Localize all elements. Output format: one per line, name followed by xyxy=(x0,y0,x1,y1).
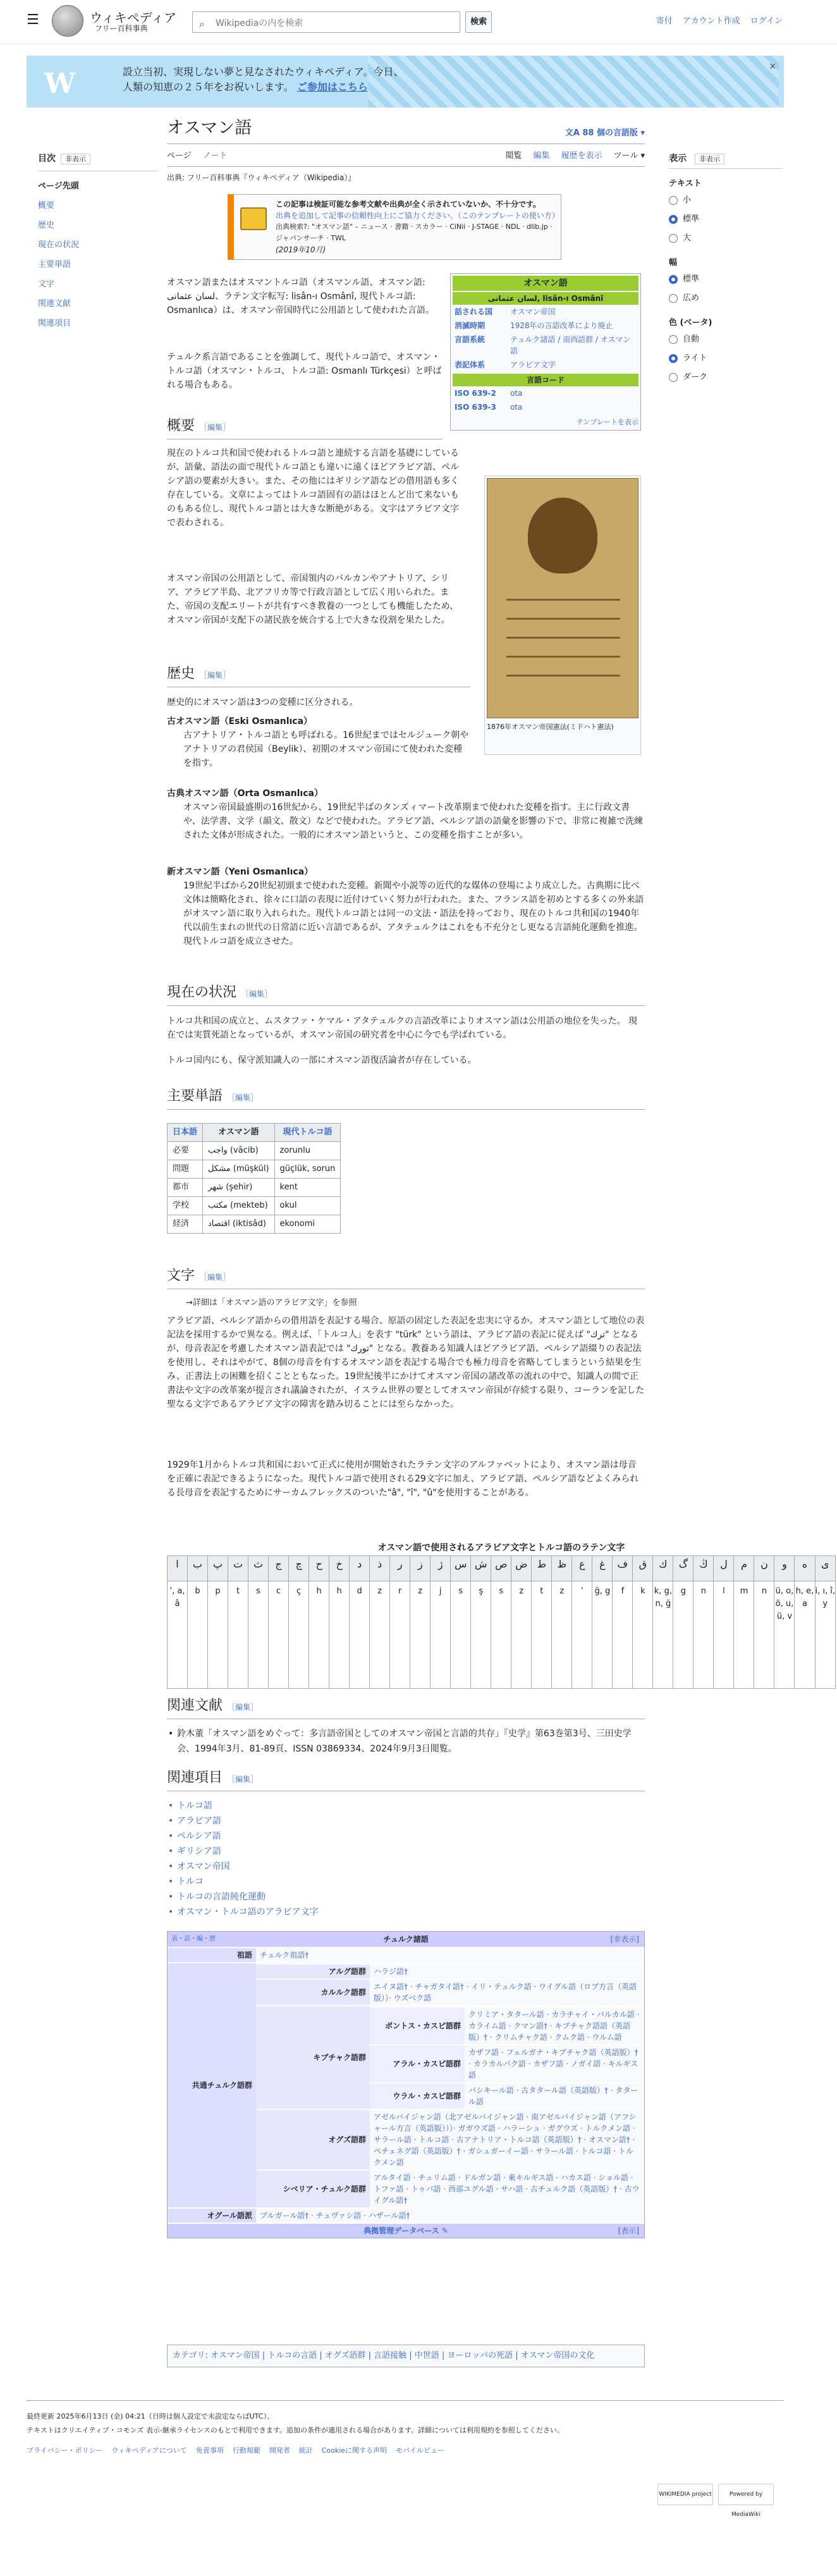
color-label: 色 (ベータ) xyxy=(669,317,712,328)
overview-paragraph-2: オスマン帝国の公用語として、帝国領内のバルカンやアナトリア、シリア、アラビア半島、北アフリカ等で行政言語として広く用いられた。また、帝国の支配エリートが共有すべき教養の一つとしても機能したため、オスマン帝国が支配下の諸民族を統合する上で大きな役割を果たした。 xyxy=(167,573,459,625)
arabic-letter-cell: ش xyxy=(471,1556,491,1581)
translate-icon: 文A xyxy=(565,128,583,138)
now-paragraph-1: トルコ共和国の成立と、ムスタファ・ケマル・アタテュルクの言語改革によりオスマン語は公用語の地位を失った。 現在では実質死語となっているが、オスマン帝国の研究者を中心に今でも学ばれている。 xyxy=(167,1016,638,1040)
width-wide[interactable]: 広め xyxy=(669,289,783,308)
infobox-title: オスマン語 xyxy=(453,276,638,291)
arabic-letter-cell: ڭ xyxy=(693,1556,714,1581)
banner-logo: W xyxy=(44,68,76,100)
edit-link[interactable]: ［編集］ xyxy=(228,1703,259,1712)
color-auto[interactable]: 自動 xyxy=(669,330,783,349)
navbox-vte-links[interactable]: 表・話・編・歴 xyxy=(171,1935,216,1942)
arabic-letter-cell: م xyxy=(734,1556,754,1581)
arabic-letter-cell: ط xyxy=(532,1556,552,1581)
intro-paragraph-1: オスマン語またはオスマントルコ語（オスマンル語、オスマン語: لسان عثمانى、ラテン文字転写: lisân-ı Osmânî, 現代トルコ語: Osmanlıca）は、オスマン帝国時代に公用語として使われた言語。 xyxy=(167,278,435,316)
authority-show-button[interactable]: [表示] xyxy=(618,2226,639,2235)
edit-link[interactable]: ［編集］ xyxy=(228,1093,259,1102)
latin-letter-cell: g xyxy=(673,1581,693,1689)
iso-639-3-label[interactable]: ISO 639-3 xyxy=(455,403,496,412)
top-header xyxy=(0,0,837,44)
latin-letter-cell: n xyxy=(754,1581,774,1689)
arabic-letter-cell: ه xyxy=(795,1556,815,1581)
latin-letter-cell: c xyxy=(269,1581,289,1689)
table-row: 経済 اقتصاد (iktisâd) ekonomi xyxy=(168,1215,341,1234)
latin-letter-cell: s xyxy=(451,1581,471,1689)
now-paragraph-2: トルコ国内にも、保守派知識人の一部にオスマン語復活論者が存在している。 xyxy=(167,1055,477,1065)
related-item-greek[interactable]: • ギリシア語 xyxy=(167,1844,645,1859)
arabic-letter-cell: ی xyxy=(815,1556,836,1581)
color-light[interactable]: ライト xyxy=(669,349,783,368)
close-icon[interactable]: × xyxy=(769,61,776,71)
overview-paragraph-1: 現在のトルコ共和国で使われるトルコ語と連続する言語を基礎にしているが、語彙、語法の面で現代トルコ語とも違いに遠くほどアラビア語、ペルシア語の要素が大きい。また、その他にはギリシア語などの借用語も多く存在している。文章によってはトルコ語固有の語はほとんど出て来ないものもある位し、現代トルコ語とは大きな断絶がある。文字はアラビア文字で表わされる。 xyxy=(167,448,459,528)
column-header: オスマン語 xyxy=(203,1124,275,1142)
ottoman-constitution-image[interactable] xyxy=(487,478,638,718)
latin-letter-cell: ' xyxy=(572,1581,592,1689)
navbox-subrow: カルルク語群 エイヌ語† · チャガタイ語† · イリ・テュルク語 · ウイグル語（ロプ方言（英語版））· ウズベク語 xyxy=(256,1978,644,2005)
latin-letter-cell: l xyxy=(714,1581,734,1689)
iso-639-3-value[interactable]: ota xyxy=(510,403,523,412)
history-intro: 歴史的にオスマン語は3つの変種に区分される。 xyxy=(167,697,358,708)
latin-letter-cell: r xyxy=(390,1581,410,1689)
arabic-letter-cell: ق xyxy=(633,1556,653,1581)
personal-tools xyxy=(656,15,783,28)
image-caption: 1876年オスマン帝国憲法(ミドハト憲法) xyxy=(487,723,614,731)
footer-link-mobile[interactable]: モバイルビュー xyxy=(396,2446,445,2455)
book-icon xyxy=(240,207,267,230)
history-variant-old: 古オスマン語（Eski Osmanlıca） 古アナトリア・トルコ語とも呼ばれる。16世紀まではセルジューク朝やアナトリアの君侯国（Beylik）、初期のオスマン帝国にて使われた変種を指す。 xyxy=(167,716,469,768)
width-standard[interactable]: 標準 xyxy=(669,270,783,289)
constitution-image-thumb xyxy=(484,475,641,755)
mediawiki-badge[interactable]: Powered by MediaWiki xyxy=(718,2484,774,2505)
section-heading-references: 関連文献 ［編集］ xyxy=(167,1697,645,1719)
main-article-hatnote[interactable]: →詳細は「オスマン語のアラビア文字」を参照 xyxy=(186,1298,357,1308)
footer-link-disclaimer[interactable]: 免責事項 xyxy=(195,2446,224,2455)
turkic-languages-navbox xyxy=(167,1931,645,2238)
page-footer xyxy=(27,2400,784,2458)
column-header: 現代トルコ語 xyxy=(274,1124,341,1142)
infobox-row: 言語系統 テュルク諸語 / 南西語群 / オスマン語 xyxy=(455,335,631,355)
footer-link-stats[interactable]: 統計 xyxy=(298,2446,313,2455)
arabic-letter-cell: ذ xyxy=(370,1556,390,1581)
article-source: 出典: フリー百科事典『ウィキペディア（Wikipedia）』 xyxy=(167,173,356,182)
arabic-letter-cell: ث xyxy=(248,1556,269,1581)
login-link[interactable]: ログイン xyxy=(750,16,783,26)
latin-letter-cell: k, g, n, ğ xyxy=(653,1581,673,1689)
article-header xyxy=(167,118,645,260)
navbox-hide-button[interactable]: [非表示] xyxy=(610,1935,639,1944)
intro-paragraph-2: テュルク系言語であることを強調して、現代トルコ語で、オスマン・トルコ語（オスマン・トルコ、トルコ語: Osmanlı Türkçesi）と呼ばれる場合もある。 xyxy=(167,352,442,390)
section-heading-words: 主要単語 ［編集］ xyxy=(167,1088,645,1110)
language-codes-table xyxy=(453,386,638,414)
related-item-turkish[interactable]: • トルコ語 xyxy=(167,1798,645,1813)
navbox-row: 共通チュルク語群 アルグ語群 ハラジ語† カルルク語群 エイヌ語† · チャガタイ語† · イリ・テュルク語 · ウイグル語（ロプ方言（英語版））· ウズベク語 キプチャク語群 ポントス・カスピ語群 クリミア・タタール語 · カラチャイ・バルカル語 · カライム語 · クマン語† · キプチャク語語（英語版）† · クリムチャク語 · クムク語 · ウルム語 アラル・カスピ語群 カザフ語 · フェルガナ・キプチャク語（英語版）† · カラカルパク語 · カザフ語 · ノガイ語 · キルギス語 ウラル・カスピ語群 バシキール語 · 古タタール語（英語版）† · タタール語 オグズ語群 アゼルバイジャン語（北アゼルバイジャン語 · 南アゼルバイジャン語（アフシャール方言（英語版）））· ガガウズ語 · ハラーシュ · ガグウズ · トルクメン語 · サラール語 · トルコ語 · 古アナトリア・トルコ語（英語版）† · オスマン語† · ペチェネグ語（英語版）† · ガシュガーイー語 · サラール語 · トルコ語 · トルクメン語 シベリア・チュルク語群 アルタイ語 · チュリム語 · ドルガン語 · 東キルギス語 · ハカス語 · ショル語 · トファ語 · トゥバ語 · 西部ユグル語 · サハ語 · 古チュルク語（英語版）† · 古ウイグル語† xyxy=(168,1962,644,2207)
toc-item-history[interactable]: 歴史 xyxy=(38,221,55,231)
text-size-large[interactable]: 大 xyxy=(669,229,783,248)
fundraising-banner xyxy=(27,56,784,107)
arabic-letter-cell: ت xyxy=(228,1556,248,1581)
edit-link[interactable]: ［編集］ xyxy=(241,990,272,998)
license-text: テキストはクリエイティブ・コモンズ 表示-継承ライセンスのもとで利用できます。追加の条件が適用される場合があります。詳細については利用規約を参照してください。 xyxy=(27,2426,564,2434)
language-menu-button[interactable]: 文A 88 個の言語版 ▾ xyxy=(565,128,645,138)
toc-title: 目次 xyxy=(38,154,56,164)
arabic-letter-cell: د xyxy=(350,1556,370,1581)
navbox-subrow: オグズ語群 アゼルバイジャン語（北アゼルバイジャン語 · 南アゼルバイジャン語（アフシャール方言（英語版）））· ガガウズ語 · ハラーシュ · ガグウズ · トルクメン語 · サラール語 · トルコ語 · 古アナトリア・トルコ語（英語版）† · オスマン語† · ペチェネグ語（英語版）† · ガシュガーイー語 · サラール語 · トルコ語 · トルクメン語 xyxy=(256,2109,644,2169)
section-heading-overview: 概要 ［編集］ xyxy=(167,417,443,439)
related-item-persian[interactable]: • ペルシア語 xyxy=(167,1829,645,1844)
arabic-letter-cell: ب xyxy=(188,1556,208,1581)
width-label: 幅 xyxy=(669,258,678,268)
toc-item-related[interactable]: 関連項目 xyxy=(38,319,71,329)
arabic-letter-cell: ع xyxy=(572,1556,592,1581)
latin-letter-cell: h xyxy=(309,1581,329,1689)
appearance-title: 表示 xyxy=(669,154,687,164)
text-size-label: テキスト xyxy=(669,179,702,189)
latin-letter-cell: ü, o, ö, u, ü, v xyxy=(774,1581,795,1689)
edit-link[interactable]: ［編集］ xyxy=(200,423,231,432)
latin-letter-cell: s xyxy=(248,1581,269,1689)
column-header: 日本語 xyxy=(168,1124,203,1142)
arabic-letter-cell: خ xyxy=(329,1556,350,1581)
script-paragraph-2: 1929年1月からトルコ共和国において正式に使用が開始されたラテン文字のアルファベットにより、オスマン語は母音を正確に表記できるようになった。現代トルコ語で使用される29文字に加え、アラビア語、ペルシア語などよくみられる長母音を表記するためにサーカムフレックスのついた"â", "î", "û"を使用することがある。 xyxy=(167,1460,639,1498)
infobox-table xyxy=(453,305,638,372)
latin-letter-cell: ', a, â xyxy=(168,1581,188,1689)
latin-letter-cell: z xyxy=(511,1581,532,1689)
latin-letter-cell: ğ, g xyxy=(592,1581,613,1689)
table-row: 問題 مشكل (müşkül) güçlük, sorun xyxy=(168,1160,341,1179)
section-heading-related: 関連項目 ［編集］ xyxy=(167,1769,645,1791)
notice-line1: この記事は検証可能な参考文献や出典が全く示されていないか、不十分です。 xyxy=(276,200,541,209)
arabic-letter-row xyxy=(168,1556,836,1581)
wikimedia-badge[interactable]: WIKIMEDIA project xyxy=(657,2484,713,2505)
notice-line2[interactable]: 出典を追加して記事の信頼性向上にご協力ください。（このテンプレートの使い方） xyxy=(276,211,559,221)
edit-link[interactable]: ［編集］ xyxy=(200,1273,231,1282)
edit-link[interactable]: ［編集］ xyxy=(228,1775,259,1784)
tab-history[interactable]: 履歴を表示 xyxy=(561,151,602,161)
arabic-letter-cell: ص xyxy=(491,1556,511,1581)
latin-letter-cell: ş xyxy=(471,1581,491,1689)
latin-letter-cell: z xyxy=(370,1581,390,1689)
latin-letter-cell: z xyxy=(410,1581,431,1689)
latin-letter-cell: p xyxy=(208,1581,228,1689)
latin-letter-cell: d xyxy=(350,1581,370,1689)
arabic-letter-cell: گ xyxy=(673,1556,693,1581)
appearance-hide-button[interactable]: 非表示 xyxy=(695,154,724,164)
search-placeholder: Wikipediaの内を検索 xyxy=(216,18,303,28)
words-table xyxy=(167,1123,341,1234)
create-account-link[interactable]: アカウント作成 xyxy=(682,16,740,26)
related-item-ottoman-empire[interactable]: • オスマン帝国 xyxy=(167,1859,645,1874)
arabic-letter-cell: غ xyxy=(592,1556,613,1581)
table-row: 学校 مكتب (mekteb) okul xyxy=(168,1197,341,1215)
toc-item-overview[interactable]: 概要 xyxy=(38,201,55,211)
alphabet-caption: オスマン語で使用されるアラビア文字とトルコ語のラテン文字 xyxy=(377,1543,625,1553)
arabic-letter-cell: س xyxy=(451,1556,471,1581)
list-item: • 鈴木董「オスマン語をめぐって：多言語帝国としてのオスマン帝国と言語的共存」『史学』第63巻第3号、三田史学会、1994年3月、81-89頁、ISSN 03869334、2024年9月3日閲覧。 xyxy=(167,1726,645,1757)
authority-control: 典拠管理データベース ✎ [表示] xyxy=(168,2224,644,2238)
history-variant-classical: 古典オスマン語（Orta Osmanlıca） オスマン帝国最盛期の16世紀から、19世紀半ばのタンズィマート改革期まで使われた変種を指す。主に行政文書や、法学書、文学（韻文、散文）などで使われた。アラビア語、ペルシア語の語彙を影響の下で、非常に複雑で洗練された文体が形成された。一般的にオスマン語というと、この変種を指すことが多い。 xyxy=(167,788,644,840)
footer-link-developers[interactable]: 開発者 xyxy=(269,2446,290,2455)
last-modified: 最終更新 2025年6月13日 (金) 04:21（日時は個人設定で未設定ならばUTC）。 xyxy=(27,2412,274,2420)
appearance-panel xyxy=(669,152,783,387)
color-dark[interactable]: ダーク xyxy=(669,368,783,387)
table-row: 都市 شهر (şehir) kent xyxy=(168,1179,341,1197)
latin-letter-row xyxy=(168,1581,836,1689)
arabic-letter-cell: ف xyxy=(613,1556,633,1581)
arabic-letter-cell: ر xyxy=(390,1556,410,1581)
related-item-ottoman-script[interactable]: • オスマン・トルコ語のアラビア文字 xyxy=(167,1904,645,1920)
references-list xyxy=(167,1726,645,1757)
banner-link[interactable]: ご参加はこちら xyxy=(296,81,368,93)
footer-link-about[interactable]: ウィキペディアについて xyxy=(111,2446,187,2455)
footer-link-cookie[interactable]: Cookieに関する声明 xyxy=(321,2446,388,2455)
navbox-title: 表・話・編・歴 チュルク諸語 [非表示] xyxy=(168,1932,644,1947)
toc-item-top[interactable]: ページ先頭 xyxy=(38,181,79,192)
latin-letter-cell: t xyxy=(228,1581,248,1689)
latin-letter-cell: s xyxy=(491,1581,511,1689)
infobox-row: 表記体系 アラビア文字 xyxy=(455,360,556,369)
notice-line3: 出典検索?: "オスマン語" – ニュース · 書籍 · スカラー · CiNii · J-STAGE · NDL · dlib.jp · ジャパンサーチ · TWL xyxy=(276,223,553,243)
navbox-row: オグール語派 ブルガール語† · チュヴァシ語 · ハザール語† xyxy=(168,2207,644,2223)
tughra-seal xyxy=(528,498,597,573)
table-header-row xyxy=(168,1124,341,1142)
toc-item-words[interactable]: 主要単語 xyxy=(38,260,71,270)
navbox-subrow: キプチャク語群 ポントス・カスピ語群 クリミア・タタール語 · カラチャイ・バルカル語 · カライム語 · クマン語† · キプチャク語語（英語版）† · クリムチャク語 · クムク語 · ウルム語 アラル・カスピ語群 カザフ語 · フェルガナ・キプチャク語（英語版）† · カラカルパク語 · カザフ語 · ノガイ語 · キルギス語 ウラル・カスピ語群 バシキール語 · 古タタール語（英語版）† · タタール語 xyxy=(256,2005,644,2109)
related-item-language-reform[interactable]: • トルコの言語純化運動 xyxy=(167,1889,645,1904)
latin-letter-cell: k xyxy=(633,1581,653,1689)
footer-link-conduct[interactable]: 行動規範 xyxy=(232,2446,260,2455)
category-links[interactable]: カテゴリ: オスマン帝国 | トルコの言語 | オグズ語群 | 言語接触 | 中世語 | ヨーロッパの死語 | オスマン帝国の文化 xyxy=(167,2345,645,2367)
latin-letter-cell: j xyxy=(431,1581,451,1689)
arabic-letter-cell: ج xyxy=(269,1556,289,1581)
arabic-letter-cell: ا xyxy=(168,1556,188,1581)
navbox-subrow: アルグ語群 ハラジ語† xyxy=(256,1963,644,1978)
related-list xyxy=(167,1798,645,1920)
search-input[interactable] xyxy=(192,11,460,33)
page-tabs xyxy=(167,147,645,167)
table-of-contents xyxy=(38,152,158,333)
banner-text xyxy=(123,64,403,95)
related-item-turkey[interactable]: • トルコ xyxy=(167,1874,645,1889)
banner-text-line1: 設立当初、実現しない夢と見なされたウィキペディア。今日、 xyxy=(123,66,404,78)
wikipedia-globe-logo[interactable] xyxy=(52,5,83,37)
latin-letter-cell: z xyxy=(552,1581,572,1689)
navbox-subrow: シベリア・チュルク語群 アルタイ語 · チュリム語 · ドルガン語 · 東キルギス語 · ハカス語 · ショル語 · トファ語 · トゥバ語 · 西部ユグル語 · サハ語 · 古チュルク語（英語版）† · 古ウイグル語† xyxy=(256,2169,644,2207)
menu-icon[interactable]: ☰ xyxy=(27,12,39,28)
banner-text-line2: 人類の知恵の２５年をお祝いします。 xyxy=(123,81,294,93)
arabic-letter-cell: ل xyxy=(714,1556,734,1581)
text-size-standard[interactable]: 標準 xyxy=(669,210,783,229)
footer-link-privacy[interactable]: プライバシー・ポリシー xyxy=(27,2446,103,2455)
search-button[interactable]: 検索 xyxy=(465,11,492,33)
tab-talk[interactable]: ノート xyxy=(202,151,228,161)
logo-subtitle: フリー百科事典 xyxy=(95,24,148,33)
iso-639-2-value[interactable]: ota xyxy=(510,389,523,398)
latin-letter-cell: m xyxy=(734,1581,754,1689)
citation-needed-notice xyxy=(228,194,561,260)
arabic-letter-cell: ض xyxy=(511,1556,532,1581)
toc-item-script[interactable]: 文字 xyxy=(38,279,55,290)
arabic-letter-cell: ح xyxy=(309,1556,329,1581)
arabic-letter-cell: پ xyxy=(208,1556,228,1581)
search-icon: ⌕ xyxy=(199,18,205,30)
footer-links xyxy=(27,2444,784,2458)
show-template-link[interactable]: テンプレートを表示 xyxy=(576,418,638,426)
alphabet-table xyxy=(167,1540,836,1689)
arabic-letter-cell: ظ xyxy=(552,1556,572,1581)
latin-letter-cell: ç xyxy=(289,1581,309,1689)
table-row: 必要 واجب (vâcib) zorunlu xyxy=(168,1142,341,1160)
banner-pattern xyxy=(368,56,779,107)
language-codes-header: 言語コード xyxy=(453,374,638,386)
latin-letter-cell: h, e, a xyxy=(795,1581,815,1689)
iso-639-2-label[interactable]: ISO 639-2 xyxy=(455,389,496,398)
page-title: オスマン語 文A 88 個の言語版 ▾ xyxy=(167,118,645,144)
latin-letter-cell: n xyxy=(693,1581,714,1689)
arabic-letter-cell: ك xyxy=(653,1556,673,1581)
arabic-letter-cell: چ xyxy=(289,1556,309,1581)
logo-title[interactable]: ウィキペディア xyxy=(90,10,177,25)
latin-letter-cell: t xyxy=(532,1581,552,1689)
history-variant-new: 新オスマン語（Yeni Osmanlıca） 19世紀半ばから20世紀初頭まで使われた変種。新聞や小説等の近代的な媒体の登場により成立した。古典期に比べ文体は簡略化され、徐々に口語の表現に近付けていく努力が行われた。また、フランス語を初めとする多くの外来語がオスマン語に取り入れられた。現代トルコ語とは同一の文法・語法を持っており、現在のトルコ共和国の1940年代以前生まれの世代の日常語に近い言語であるが、アタテュルクはこれをも不充分とし更なる言語純化運動を推進。現代トルコ語を成立させた。 xyxy=(167,867,644,947)
tools-menu[interactable]: ツール ▾ xyxy=(613,151,645,161)
notice-date: (2019年10月) xyxy=(276,245,326,255)
arabic-letter-cell: ن xyxy=(754,1556,774,1581)
arabic-letter-cell: و xyxy=(774,1556,795,1581)
section-heading-now: 現在の状況 ［編集］ xyxy=(167,984,645,1006)
latin-letter-cell: f xyxy=(613,1581,633,1689)
edit-link[interactable]: ［編集］ xyxy=(200,671,231,680)
infobox-subtitle: لسان عثمانى, lisân-ı Osmânî xyxy=(453,292,638,305)
toc-item-now[interactable]: 現在の状況 xyxy=(38,240,80,250)
language-infobox xyxy=(450,273,641,431)
infobox-row: 話される国 オスマン帝国 xyxy=(455,307,556,316)
related-item-arabic[interactable]: • アラビア語 xyxy=(167,1813,645,1829)
script-paragraph-1: アラビア語、ペルシア語からの借用語を表記する場合、原語の固定した表記を忠実に守るか。オスマン語として地位の表記法を採用するかで異なる。例えば、「トルコ人」を表す "türk" という語は、アラビア語の表記に従えば "ترك" となるが、母音表記を考慮したオスマン語表記では "تورك" となる。教養ある知識人ほどアラビア語、ペルシア語綴りの表記法を使用し、それはやがて、8個の母音を有するオスマン語を表記する場合でも極力母音を省略してしまうという結果を生み、正書法上の困難を招くことともなった。19世紀後半にかけてオスマン帝国の諸改革の流れの中で、知識人の間で正書法や文字の改革案が提言され議論されたが、イスラム世界の要としてオスマン帝国が存続する限り、コーランを記した聖なる文字であるアラビア文字の障害を踏み切ることには至らなかった。 xyxy=(167,1316,645,1409)
latin-letter-cell: b xyxy=(188,1581,208,1689)
infobox-row: 消滅時期 1928年の言語改革により廃止 xyxy=(455,321,613,330)
arabic-letter-cell: ژ xyxy=(431,1556,451,1581)
toc-hide-button[interactable]: 非表示 xyxy=(61,154,90,164)
navbox-row: 祖語 チュルク祖語† xyxy=(168,1947,644,1962)
arabic-letter-cell: ز xyxy=(410,1556,431,1581)
latin-letter-cell: h xyxy=(329,1581,350,1689)
tab-page[interactable]: ページ xyxy=(167,151,192,161)
tab-read[interactable]: 閲覧 xyxy=(505,151,522,161)
tab-edit[interactable]: 編集 xyxy=(533,151,550,161)
toc-item-references[interactable]: 関連文献 xyxy=(38,299,71,309)
text-size-small[interactable]: 小 xyxy=(669,191,783,210)
latin-letter-cell: i, ı, î, y xyxy=(815,1581,836,1689)
section-heading-history: 歴史 ［編集］ xyxy=(167,665,470,687)
donate-link[interactable]: 寄付 xyxy=(656,16,673,26)
section-heading-script: 文字 ［編集］ xyxy=(167,1267,645,1289)
